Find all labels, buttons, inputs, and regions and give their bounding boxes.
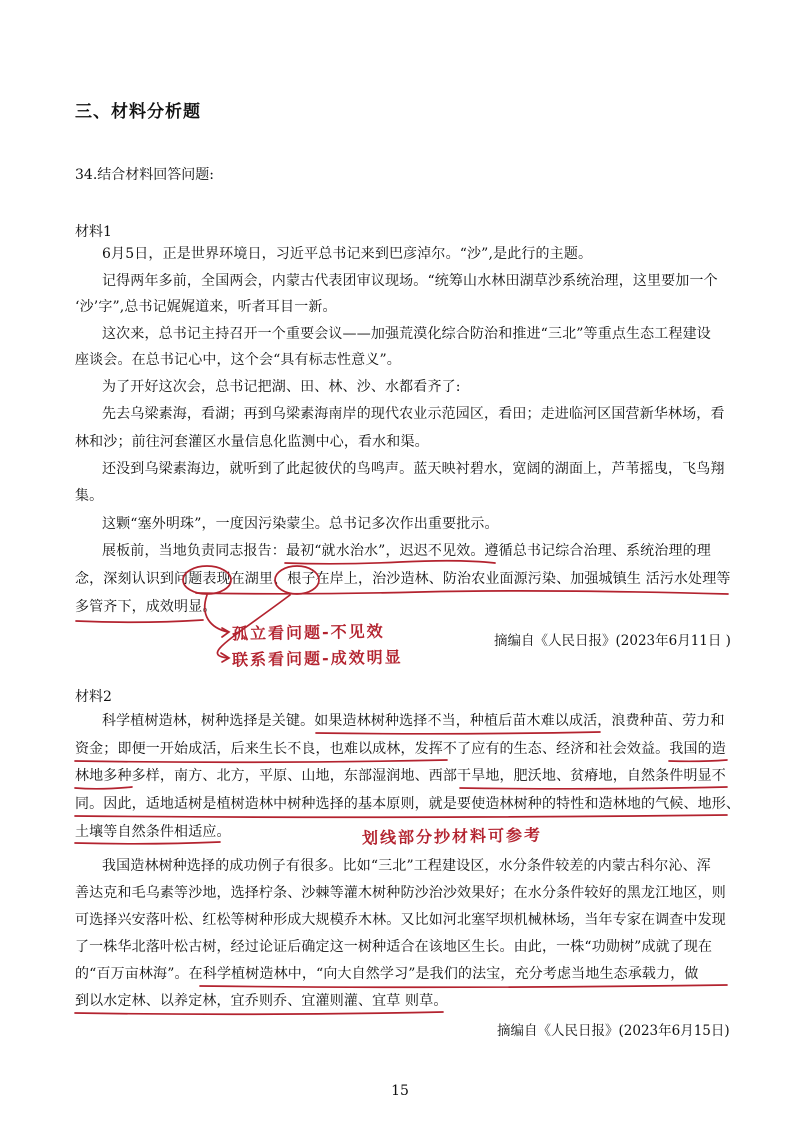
page-number: 15 <box>391 1083 409 1099</box>
annotation-copy-hint: 划线部分抄材料可参考 <box>361 825 543 848</box>
annotation-connected-view: 联系看问题-成效明显 <box>231 647 403 670</box>
material1-line: 记得两年多前，全国两会，内蒙古代表团审议现场。“统筹山水林田湖草沙系统治理，这里要加一个 <box>102 273 718 289</box>
underline-mark <box>75 1012 443 1014</box>
material2-line: 善达克和毛乌素等沙地，选择柠条、沙棘等灌木树种防沙治沙效果好；在水分条件较好的黑龙江地区，则 <box>75 885 726 901</box>
underline-mark <box>200 985 727 987</box>
material1-line: ‘沙’字”,总书记娓娓道来，听者耳目一新。 <box>75 299 337 315</box>
material2-line: 我国造林树种选择的成功例子有很多。比如“三北”工程建设区，水分条件较差的内蒙古科尔沁、浑 <box>102 858 711 874</box>
material2-line: 资金；即便一开始成活，后来生长不良，也难以成林，发挥不了应有的生态、经济和社会效益。我国的造 <box>75 741 726 757</box>
underline-mark <box>75 760 447 762</box>
underline-mark <box>196 591 728 594</box>
material1-line: 为了开好这次会，总书记把湖、田、林、沙、水都看齐了: <box>102 379 461 395</box>
material2-line: 了一株华北落叶松古树，经过论证后确定这一树种适合在该地区生长。由此，一株“功勋树”成就了现在 <box>75 939 713 955</box>
material1-line: 多管齐下，成效明显。 <box>75 599 217 615</box>
material2-line: 同。因此，适地适树是植树造林中树种选择的基本原则，就是要使造林树种的特性和造林地的气候、地形、 <box>75 796 741 812</box>
material1-source: 摘编自《人民日报》(2023年6月11日 ) <box>494 633 731 649</box>
underline-mark <box>76 620 203 622</box>
material1-line: 还没到乌梁素海边，就听到了此起彼伏的鸟鸣声。蓝天映衬碧水，宽阔的湖面上，芦苇摇曳，飞鸟翔 <box>102 461 725 477</box>
material1-line: 先去乌梁素海，看湖；再到乌梁素海南岸的现代农业示范园区，看田；走进临河区国营新华林场，看 <box>102 406 725 422</box>
material1-line: 这次来，总书记主持召开一个重要会议——加强荒漠化综合防治和推进“三北”等重点生态工程建设 <box>102 326 711 342</box>
section-title: 三、材料分析题 <box>75 102 201 122</box>
material2-line: 林地多种多样，南方、北方，平原、山地，东部湿润地、西部干旱地，肥沃地、贫瘠地，自然条件明显不 <box>75 768 726 784</box>
material2-title: 材料2 <box>75 689 112 705</box>
annotation-isolated-view: 孤立看问题-不见效 <box>231 621 385 644</box>
material1-line: 念，深刻认识到问题表现在湖里、根子在岸上，治沙造林、防治农业面源污染、加强城镇生 活污水处理等 <box>75 571 731 587</box>
material1-line: 6月5日，正是世界环境日，习近平总书记来到巴彦淖尔。“沙”,是此行的主题。 <box>102 246 593 262</box>
material2-line: 科学植树造林，树种选择是关键。如果造林树种选择不当，种植后苗木难以成活，浪费种苗、劳力和 <box>102 713 725 729</box>
arrow-mark <box>221 653 229 662</box>
material2-line: 土壤等自然条件相适应。 <box>75 824 231 840</box>
underline-mark <box>669 760 727 761</box>
underline-mark <box>460 787 727 789</box>
material1-line: 这颗“塞外明珠”，一度因污染蒙尘。总书记多次作出重要批示。 <box>102 516 499 532</box>
material2-line: 的“百万亩林海”。在科学植树造林中，“向大自然学习”是我们的法宝，充分考虑当地生态承载力，做 <box>75 966 699 982</box>
material1-title: 材料1 <box>75 224 112 240</box>
underline-mark <box>75 842 220 844</box>
material1-line: 展板前，当地负责同志报告：最初“就水治水”，迟迟不见效。遵循总书记综合治理、系统治理的理 <box>102 543 711 559</box>
arrow-mark <box>222 628 229 637</box>
material1-line: 林和沙；前往河套灌区水量信息化监测中心，看水和渠。 <box>75 434 429 450</box>
material2-source: 摘编自《人民日报》(2023年6月15日) <box>497 1023 730 1039</box>
underline-mark <box>75 815 727 817</box>
material2-line: 到以水定林、以养定林，宜乔则乔、宜灌则灌、宜草 则草。 <box>75 993 448 1009</box>
underline-mark <box>75 787 132 789</box>
underline-mark <box>316 732 600 734</box>
material2-line: 可选择兴安落叶松、红松等树种形成大规模乔木林。又比如河北塞罕坝机械林场，当年专家在调查中发现 <box>75 912 726 928</box>
question-prompt: 34.结合材料回答问题: <box>75 167 214 183</box>
material1-line: 集。 <box>75 488 104 504</box>
underline-mark <box>285 561 495 564</box>
material1-line: 座谈会。在总书记心中，这个会“具有标志性意义”。 <box>75 352 401 368</box>
